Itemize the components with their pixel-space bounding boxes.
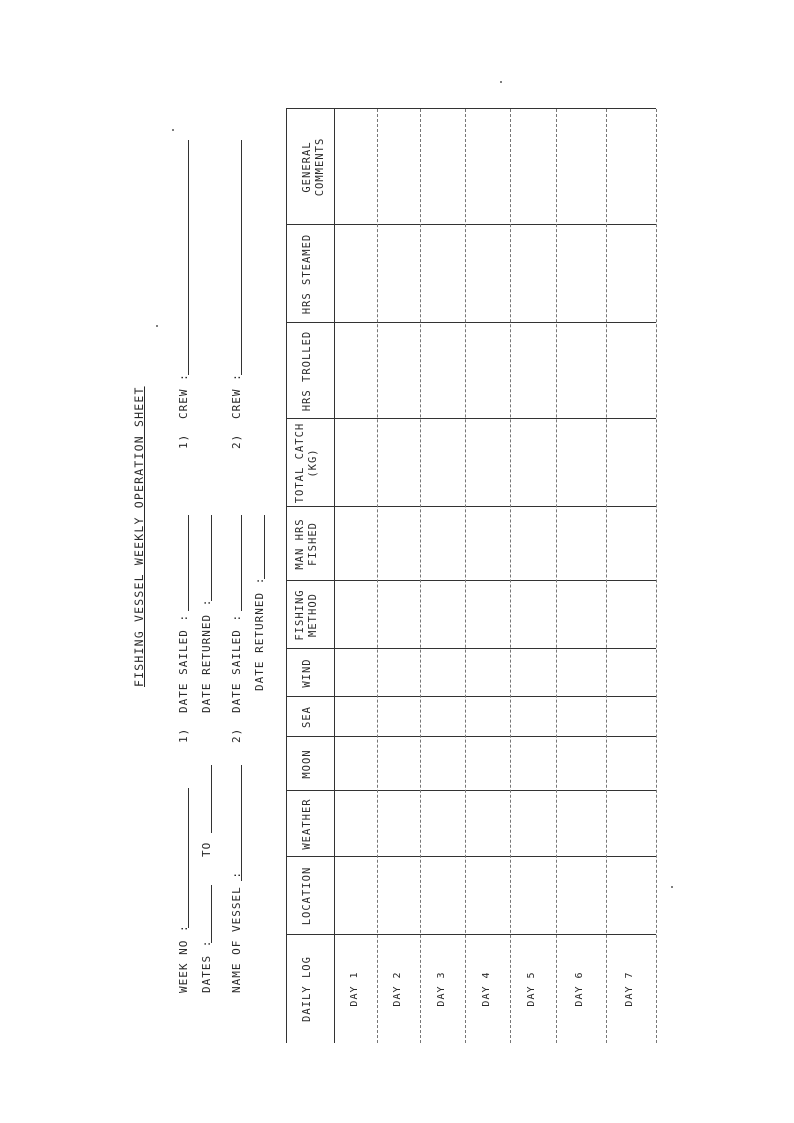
log-cell[interactable]	[607, 650, 655, 696]
column-header-8	[294, 419, 320, 507]
log-cell[interactable]	[607, 738, 655, 790]
column-header-5	[301, 649, 314, 697]
log-cell[interactable]	[378, 110, 419, 224]
dates-to-field[interactable]	[211, 765, 212, 833]
log-cell[interactable]	[557, 420, 605, 506]
log-cell[interactable]	[607, 582, 655, 648]
log-cell[interactable]	[557, 698, 605, 736]
column-header-line1: LOCATION	[301, 866, 313, 926]
column-divider	[286, 418, 656, 419]
column-header-line1: MOON	[301, 749, 313, 779]
log-cell[interactable]	[557, 324, 605, 418]
log-cell[interactable]	[607, 110, 655, 224]
log-cell[interactable]	[378, 582, 419, 648]
column-header-4	[301, 697, 314, 737]
log-cell[interactable]	[335, 110, 376, 224]
column-divider	[286, 648, 656, 649]
day-row-label: DAY 1	[348, 971, 360, 1007]
log-cell[interactable]	[607, 324, 655, 418]
trip2-date-returned-label: DATE RETURNED :	[253, 576, 266, 691]
column-header-3	[301, 737, 314, 791]
log-cell[interactable]	[466, 738, 509, 790]
log-cell[interactable]	[607, 226, 655, 322]
log-cell[interactable]	[421, 738, 464, 790]
log-cell[interactable]	[466, 420, 509, 506]
crew1-label: CREW :	[177, 373, 190, 419]
column-header-line2: FISHED	[307, 522, 319, 566]
to-label: TO	[200, 841, 213, 857]
column-header-2	[301, 791, 314, 857]
log-cell[interactable]	[557, 858, 605, 934]
trip2-date-sailed-label: DATE SAILED :	[230, 613, 243, 713]
trip1-date-sailed-label: DATE SAILED :	[177, 613, 190, 713]
column-header-6	[294, 581, 320, 649]
log-cell[interactable]	[378, 858, 419, 934]
log-cell[interactable]	[607, 698, 655, 736]
column-divider	[286, 506, 656, 507]
scan-speck	[500, 81, 502, 83]
log-cell[interactable]	[335, 698, 376, 736]
log-cell[interactable]	[466, 110, 509, 224]
log-cell[interactable]	[378, 420, 419, 506]
column-divider	[286, 224, 656, 225]
log-cell[interactable]	[378, 792, 419, 856]
log-cell[interactable]	[421, 110, 464, 224]
column-divider	[286, 790, 656, 791]
column-header-line1: TOTAL CATCH	[294, 422, 306, 504]
log-cell[interactable]	[335, 792, 376, 856]
column-header-line1: SEA	[301, 706, 313, 728]
log-cell[interactable]	[511, 508, 555, 580]
log-cell[interactable]	[421, 698, 464, 736]
crew2-field[interactable]	[241, 140, 242, 375]
log-cell[interactable]	[421, 650, 464, 696]
log-cell[interactable]	[378, 324, 419, 418]
log-cell[interactable]	[511, 110, 555, 224]
column-header-0	[301, 935, 314, 1043]
trip2-date-returned-field[interactable]	[264, 515, 265, 579]
log-cell[interactable]	[335, 858, 376, 934]
log-cell[interactable]	[335, 420, 376, 506]
log-cell[interactable]	[378, 650, 419, 696]
scan-speck	[671, 886, 673, 888]
trip1-date-returned-field[interactable]	[211, 515, 212, 601]
dates-label: DATES :	[200, 939, 213, 993]
crew2-label: CREW :	[230, 373, 243, 419]
column-divider	[286, 934, 656, 935]
log-cell[interactable]	[511, 420, 555, 506]
log-cell[interactable]	[378, 508, 419, 580]
scan-speck	[156, 325, 158, 327]
column-divider	[286, 696, 656, 697]
log-cell[interactable]	[466, 508, 509, 580]
crew1-number: 1)	[177, 433, 190, 449]
column-header-line1: WIND	[301, 658, 313, 688]
log-cell[interactable]	[511, 738, 555, 790]
log-cell[interactable]	[421, 582, 464, 648]
day-row-label: DAY 3	[435, 971, 447, 1007]
trip1-date-sailed-field[interactable]	[188, 515, 189, 611]
log-cell[interactable]	[557, 582, 605, 648]
log-cell[interactable]	[466, 698, 509, 736]
column-header-line1: DAILY LOG	[301, 956, 313, 1022]
log-cell[interactable]	[421, 226, 464, 322]
log-cell[interactable]	[335, 508, 376, 580]
log-cell[interactable]	[335, 738, 376, 790]
log-cell[interactable]	[511, 582, 555, 648]
column-header-line1: FISHING	[294, 589, 306, 641]
log-cell[interactable]	[511, 858, 555, 934]
log-cell[interactable]	[378, 226, 419, 322]
column-header-9	[301, 323, 314, 419]
log-cell[interactable]	[466, 324, 509, 418]
log-cell[interactable]	[466, 792, 509, 856]
dates-from-field[interactable]	[211, 885, 212, 943]
column-header-10	[301, 225, 314, 323]
column-divider	[286, 580, 656, 581]
day-row-label: DAY 2	[391, 971, 403, 1007]
log-cell[interactable]	[607, 792, 655, 856]
log-cell[interactable]	[511, 792, 555, 856]
log-cell[interactable]	[607, 508, 655, 580]
log-cell[interactable]	[557, 110, 605, 224]
column-divider	[286, 108, 656, 109]
column-header-11	[301, 109, 327, 225]
log-cell[interactable]	[335, 582, 376, 648]
table-top-border	[286, 109, 287, 1043]
day-row-label: DAY 5	[526, 971, 537, 1007]
log-cell[interactable]	[511, 650, 555, 696]
trip2-date-sailed-field[interactable]	[241, 515, 242, 611]
log-cell[interactable]	[511, 324, 555, 418]
day-row-label: DAY 6	[574, 971, 585, 1007]
column-divider	[286, 856, 656, 857]
log-cell[interactable]	[335, 650, 376, 696]
column-header-line2: METHOD	[307, 593, 319, 637]
log-cell[interactable]	[421, 324, 464, 418]
log-cell[interactable]	[607, 858, 655, 934]
column-divider	[286, 322, 656, 323]
week-no-field[interactable]	[188, 788, 189, 928]
scan-speck	[172, 129, 174, 131]
day-row-label: DAY 7	[624, 971, 635, 1007]
day-row-label: DAY 4	[480, 971, 492, 1007]
log-cell[interactable]	[335, 226, 376, 322]
log-cell[interactable]	[335, 324, 376, 418]
log-cell[interactable]	[378, 738, 419, 790]
log-cell[interactable]	[557, 226, 605, 322]
log-cell[interactable]	[557, 792, 605, 856]
log-cell[interactable]	[466, 650, 509, 696]
log-cell[interactable]	[466, 226, 509, 322]
row-divider	[656, 109, 657, 1043]
week-no-label: WEEK NO :	[177, 924, 190, 993]
vessel-label: NAME OF VESSEL :	[230, 871, 243, 993]
column-header-line2: (KG)	[307, 448, 319, 478]
log-cell[interactable]	[421, 858, 464, 934]
log-cell[interactable]	[557, 738, 605, 790]
crew1-field[interactable]	[188, 140, 189, 375]
column-header-1	[301, 857, 314, 935]
trip1-date-returned-label: DATE RETURNED :	[200, 598, 213, 713]
log-cell[interactable]	[378, 698, 419, 736]
log-cell[interactable]	[466, 582, 509, 648]
column-header-line1: WEATHER	[301, 798, 313, 850]
column-header-line1: HRS STEAMED	[301, 233, 313, 315]
vessel-name-field[interactable]	[241, 765, 242, 881]
log-cell[interactable]	[421, 420, 464, 506]
log-cell[interactable]	[557, 650, 605, 696]
column-header-line1: GENERAL COMMENTS	[301, 137, 326, 197]
log-cell[interactable]	[511, 226, 555, 322]
trip2-number: 2)	[230, 727, 243, 743]
log-cell[interactable]	[511, 698, 555, 736]
log-cell[interactable]	[607, 420, 655, 506]
form-title: FISHING VESSEL WEEKLY OPERATION SHEET	[132, 386, 146, 687]
column-header-line1: MAN HRS	[294, 518, 306, 570]
log-cell[interactable]	[421, 792, 464, 856]
crew2-number: 2)	[230, 433, 243, 449]
log-cell[interactable]	[421, 508, 464, 580]
column-header-line1: HRS TROLLED	[301, 330, 313, 412]
trip1-number: 1)	[177, 727, 190, 743]
log-cell[interactable]	[466, 858, 509, 934]
column-divider	[286, 736, 656, 737]
column-header-7	[294, 507, 320, 581]
log-cell[interactable]	[557, 508, 605, 580]
